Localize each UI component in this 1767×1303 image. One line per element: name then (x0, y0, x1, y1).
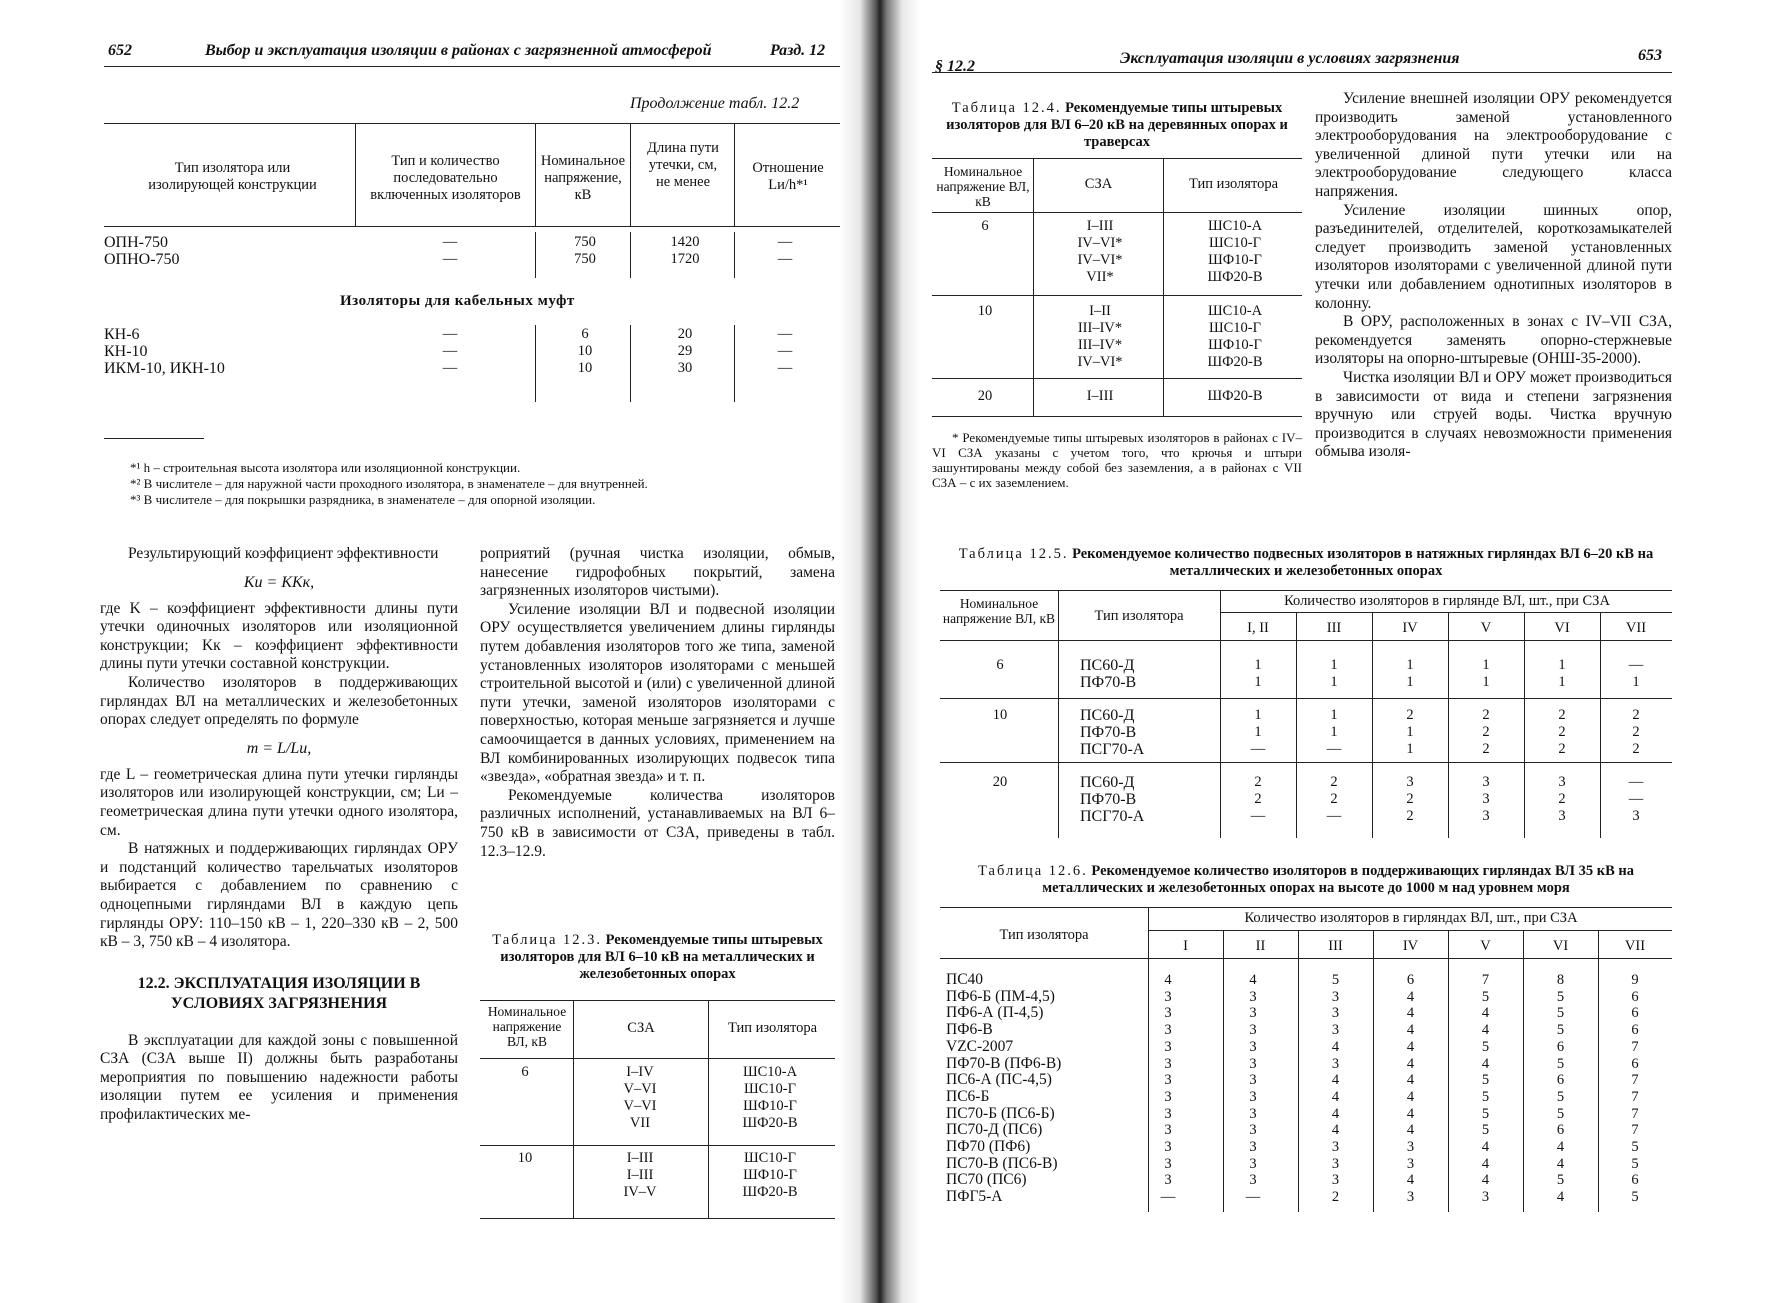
table-cell-values: 1 1 (1558, 657, 1566, 690)
paragraph: Рекомендуемые количества изоляторов различных исполнений, устанавливаемых на ВЛ 6–750 кВ в зависимости от СЗА, приведены в табл. 12.3–12.9. (480, 786, 835, 860)
table-cell-values: 1 1 — (1250, 707, 1266, 757)
table-cell-type: ШФ20-В (1207, 388, 1263, 404)
row-rule (940, 762, 1672, 763)
paragraph: В эксплуатации для каждой зоны с повышенной СЗА (СЗА выше II) должны быть разработаны мероприятия по повышению надежности работы изоляции путем ее усиления и применения профилактических ме- (100, 1031, 458, 1124)
paragraph: В натяжных и поддерживающих гирляндах ОРУ и подстанций количество тарельчатых изоляторов выбирается с добавлением по сравнению с одноцепными гирляндами ВЛ в каждую цепь гирлянды ОРУ: 110–150 кВ – 1, 220–330 кВ – 2, 500 кВ – 3, 750 кВ – 4 изолятора. (100, 840, 458, 951)
table-row-names: ОПН-750 ОПНО-750 (104, 234, 180, 268)
footnote: *¹ h – строительная высота изолятора или изоляционной конструкции. (130, 460, 521, 475)
table-cell-values: — 1 (1628, 657, 1644, 690)
table-cell-type: ШС10-Г ШФ10-Г ШФ20-В (742, 1150, 798, 1200)
table-12-4-caption (932, 100, 1302, 151)
table-cell-values: 1 1 (1330, 657, 1338, 690)
table-cell-sza: I–II III–IV* III–IV* IV–VI* (1077, 303, 1123, 370)
col-divider (734, 123, 735, 226)
row-rule (940, 698, 1672, 699)
th-count-span: Количество изоляторов в гирлянде ВЛ, шт., при СЗА (1284, 593, 1610, 609)
table-head-rule (932, 212, 1302, 213)
table-12-6-caption (940, 863, 1672, 897)
table-continuation-label: Продолжение табл. 12.2 (630, 95, 800, 112)
table-cell-values: — — 3 (1628, 774, 1644, 824)
section-heading: 12.2. ЭКСПЛУАТАЦИЯ ИЗОЛЯЦИИ В УСЛОВИЯХ ЗАГРЯЗНЕНИЯ (137, 974, 421, 1012)
col-divider (630, 123, 631, 226)
paragraph: Усиление изоляции шинных опор, разъединителей, отделителей, короткозамыкателей следует производить заменой установленных изоляторов изоляторами с увеличенной длиной пути утечки или добавлением однотипных изоляторов в колонну. (1315, 201, 1672, 312)
section-label: § 12.2 (935, 58, 975, 75)
col-divider (1058, 590, 1059, 838)
col-divider (535, 123, 536, 226)
table-col-values: 5 3 3 3 4 3 4 4 4 4 3 3 3 2 (1331, 972, 1340, 1206)
table-cell-values: 2 2 2 (1482, 707, 1490, 757)
table-cell-types: ПС60-Д ПФ70-В ПСГ70-А (1080, 774, 1145, 825)
footnote-rule (104, 438, 204, 439)
table-col-names: ПС40 ПФ6-Б (ПМ-4,5) ПФ6-А (П-4,5) ПФ6-В VZC-2007 ПФ70-В (ПФ6-В) ПС6-А (ПС-4,5) ПС6-Б ПС70-Б (ПС6-Б) ПС70-Д (ПС6) ПФ70 (ПФ6) ПС70-В (ПС6-В) ПС70 (ПС6) ПФГ5-А (946, 971, 1062, 1206)
table-row-names: КН-6 КН-10 ИКМ-10, ИКН-10 (104, 326, 225, 377)
table-cell-values: 2 2 2 (1632, 707, 1640, 757)
table-top-rule (932, 158, 1302, 159)
table-row-voltage: 750 750 (574, 234, 596, 267)
th-sza-col: I, II (1247, 620, 1269, 636)
footnote: *² В числителе – для наружной части проходного изолятора, в знаменателе – для внутренней. (130, 476, 648, 491)
header-rule (104, 66, 840, 67)
table-top-rule (940, 907, 1672, 908)
table-subheading: Изоляторы для кабельных муфт (340, 293, 575, 309)
th-sza-col: I (1183, 938, 1188, 954)
table-row-types: — — (442, 234, 458, 267)
table-cell-sza: I–III I–III IV–V (623, 1150, 657, 1200)
th-insulator-type: Тип изолятора (999, 927, 1089, 943)
table-cell-values: 1 1 (1254, 657, 1262, 690)
text-column-right (1315, 90, 1672, 462)
th-insulator-type: Тип изолятора (727, 1020, 818, 1036)
th-sza-col: VII (1625, 620, 1647, 636)
th-sza-col: IV (1402, 620, 1418, 636)
table-cell-values: 2 2 — (1250, 774, 1266, 824)
page-number: 652 (108, 42, 132, 59)
th-leak-length: Длина пути утечки, см, не менее (647, 140, 719, 190)
table-cell-values: 3 2 3 (1558, 774, 1566, 824)
table-cell-voltage: 6 (996, 657, 1004, 673)
table-head-rule (480, 1058, 835, 1059)
col-divider (1163, 158, 1164, 416)
th-sza-col: V (1480, 620, 1492, 636)
paragraph: где K – коэффициент эффективности длины пути утечки одиночных изоляторов или изоляционной конструкции; Kк – коэффициент эффективности длины пути утечки составной конструкции. (100, 599, 458, 673)
table-cell-sza: I–III (1086, 388, 1114, 404)
th-ratio: Отношение Lи/h*¹ (752, 160, 824, 193)
th-nominal-voltage: Номинальное напряжение ВЛ, кВ (487, 1004, 567, 1049)
table-cell-voltage: 20 (992, 774, 1008, 790)
subheader-rule (1220, 612, 1672, 613)
running-title: Эксплуатация изоляции в условиях загрязнения (1120, 50, 1460, 67)
table-bottom-rule (932, 416, 1302, 417)
table-cell-voltage: 20 (977, 388, 993, 404)
table-cell-values: 1 1 (1482, 657, 1490, 690)
table-cell-values: 1 1 (1406, 657, 1414, 690)
table-cell-types: ПС60-Д ПФ70-В (1080, 657, 1137, 691)
col-divider (630, 325, 631, 402)
table-cell-type: ШС10-А ШС10-Г ШФ10-Г ШФ20-В (1207, 303, 1263, 370)
th-insulator-type: Тип изолятора (1188, 176, 1279, 192)
table-12-3-caption (480, 932, 835, 983)
th-sza-col: VII (1624, 938, 1646, 954)
table-col-values: 8 5 5 5 6 5 6 5 5 6 4 4 5 4 (1556, 972, 1565, 1206)
col-divider (573, 1000, 574, 1218)
table-col-values: 4 3 3 3 3 3 3 3 3 3 3 3 3 — (1245, 972, 1261, 1206)
table-title: Рекомендуемое количество подвесных изоляторов в натяжных гирляндах ВЛ 6–20 кВ на металлических и железобетонных опорах (1072, 546, 1654, 579)
footnote: *³ В числителе – для покрышки разрядника, в знаменателе – для опорной изоляции. (130, 492, 596, 507)
th-sza-col: IV (1402, 938, 1419, 954)
table-cell-type: ШС10-А ШС10-Г ШФ10-Г ШФ20-В (1207, 218, 1263, 285)
table-row-types: — — — (442, 326, 458, 376)
table-head-rule (104, 226, 840, 227)
th-sza-col: II (1255, 938, 1266, 954)
paragraph: Усиление изоляции ВЛ и подвесной изоляции ОРУ осуществляется увеличением длины гирлянды путем добавления изоляторов того же типа, заменой установленных изоляторов изоляторами с меньшей строительной высотой и (или) с увеличенной длиной пути утечки, заменой изоляторов изоляторами с поверхностью, которая меньше загрязняется и лучше самоочищается в данных условиях, применением на ВЛ комбинированных изолирующих подвесок типа «звезда», «обратная звезда» и т. п. (480, 600, 835, 786)
table-cell-voltage: 6 (981, 218, 989, 234)
th-sza-col: III (1328, 938, 1343, 954)
page-number: 653 (1638, 47, 1662, 64)
header-rule (932, 72, 1672, 73)
table-12-5-caption (940, 546, 1672, 580)
section-label: Разд. 12 (770, 42, 826, 59)
col-divider (535, 325, 536, 402)
table-cell-voltage: 10 (517, 1150, 533, 1166)
table-top-rule (480, 1000, 835, 1001)
table-row-voltage: 6 10 10 (577, 326, 593, 376)
table-row-length: 1420 1720 (670, 234, 700, 267)
row-rule (932, 378, 1302, 379)
table-cell-voltage: 10 (977, 303, 993, 319)
col-divider (535, 232, 536, 278)
table-label: Таблица 12.4. (951, 100, 1062, 116)
table-bottom-rule (480, 1218, 835, 1219)
paragraph: В ОРУ, расположенных в зонах с IV–VII СЗА, рекомендуется заменять опорно-стержневые изоляторы на опорно-штыревые (ОНШ-35-2000). (1315, 313, 1672, 368)
paragraph: Усиление внешней изоляции ОРУ рекомендуется производить заменой установленного электрооборудования на электрооборудование с увеличенной длиной пути утечки или на электрооборудование следующего класса напряжения. (1315, 90, 1672, 200)
table-head-rule (940, 640, 1672, 641)
paragraph: роприятий (ручная чистка изоляции, обмыв, нанесение гидрофобных покрытий, замена загрязненных изоляторов чистыми). (480, 545, 835, 600)
subheader-rule (1148, 930, 1672, 931)
th-sza: СЗА (627, 1020, 655, 1036)
table-row-length: 20 29 30 (677, 326, 693, 376)
table-col-values: 4 3 3 3 3 3 3 3 3 3 3 3 3 — (1160, 972, 1176, 1206)
table-note: * Рекомендуемые типы штыревых изоляторов в районах с IV–VI СЗА указаны с учетом того, что крючья и штыри зашунтированы между собой без заземления, а в районах с VII СЗА – с их заземлением. (932, 430, 1302, 490)
table-cell-sza: I–IV V–VI V–VI VII (623, 1064, 657, 1131)
th-sza-col: V (1480, 938, 1491, 954)
th-sza-col: III (1326, 620, 1342, 636)
paragraph: Результирующий коэффициент эффективности (128, 545, 439, 562)
table-cell-voltage: 10 (992, 707, 1008, 723)
table-title: Рекомендуемое количество изоляторов в поддерживающих гирляндах ВЛ 35 кВ на металлических и железобетонных опорах на высоте до 1000 м над уровнем моря (1042, 863, 1634, 896)
table-label: Таблица 12.3. (492, 932, 603, 948)
table-cell-values: 3 2 2 (1406, 774, 1414, 824)
table-cell-values: 1 1 — (1326, 707, 1342, 757)
th-sza-col: VI (1554, 620, 1570, 636)
formula: Kи = KKк, (243, 573, 315, 591)
table-col-values: 9 6 6 6 7 6 7 7 7 7 5 5 6 5 (1631, 972, 1639, 1206)
paragraph: Чистка изоляции ВЛ и ОРУ может производиться в зависимости от вида и степени загрязнения вручную или струей воды. Чистка вручную производится в случаях невозможности применения обмыва изоля- (1315, 368, 1672, 461)
col-divider (734, 325, 735, 402)
table-top-rule (104, 123, 840, 124)
table-cell-values: 2 2 2 (1558, 707, 1566, 757)
th-insulator-type: Тип изолятора (1094, 608, 1184, 624)
text-column-2 (480, 545, 835, 861)
col-divider (734, 232, 735, 278)
th-nominal-voltage: Номинальное напряжение ВЛ, кВ (936, 164, 1030, 209)
text-column-1 (100, 545, 458, 1125)
running-title: Выбор и эксплуатация изоляции в районах с загрязненной атмосферой (205, 42, 712, 59)
formula: m = L/Lи, (246, 739, 312, 757)
col-divider (355, 123, 356, 226)
paragraph: где L – геометрическая длина пути утечки гирлянды изоляторов или изолирующей конструкции, см; Lи – геометрическая длина пути утечки одного изолятора, см. (100, 765, 458, 839)
table-col-values: 7 5 4 4 5 4 5 5 5 5 4 4 4 3 (1481, 972, 1490, 1206)
table-cell-values: 2 1 1 (1406, 707, 1414, 757)
th-count-span: Количество изоляторов в гирляндах ВЛ, шт., при СЗА (1244, 910, 1578, 926)
table-cell-type: ШС10-А ШС10-Г ШФ10-Г ШФ20-В (742, 1064, 798, 1131)
paragraph: Количество изоляторов в поддерживающих гирляндах ВЛ на металлических и железобетонных опорах следует определять по формуле (100, 673, 458, 729)
table-head-rule (940, 958, 1672, 959)
table-cell-values: 3 3 3 (1482, 774, 1490, 824)
table-col-values: 6 4 4 4 4 4 4 4 4 4 3 3 4 3 (1406, 972, 1415, 1206)
col-divider (708, 1000, 709, 1218)
table-cell-types: ПС60-Д ПФ70-В ПСГ70-А (1080, 707, 1145, 758)
table-top-rule (940, 590, 1672, 591)
table-label: Таблица 12.6. (978, 863, 1088, 879)
table-title: Рекомендуемые типы штыревых изоляторов для ВЛ 6–10 кВ на металлических и железобетонных опорах (500, 932, 823, 982)
col-divider (1033, 158, 1034, 416)
col-divider (630, 232, 631, 278)
table-row-ratio: — — — (777, 326, 793, 376)
table-cell-values: 2 2 — (1326, 774, 1342, 824)
right-page (900, 0, 1767, 1303)
table-label: Таблица 12.5. (958, 546, 1069, 562)
table-cell-voltage: 6 (521, 1064, 529, 1080)
th-nominal-voltage: Номинальное напряжение, кВ (540, 153, 626, 203)
table-title: Рекомендуемые типы штыревых изоляторов для ВЛ 6–20 кВ на деревянных опорах и траверсах (946, 100, 1288, 150)
table-row-ratio: — — (777, 234, 793, 267)
th-sza: СЗА (1084, 176, 1113, 192)
th-sza-col: VI (1552, 938, 1569, 954)
row-rule (480, 1145, 835, 1146)
th-insulator-type: Тип изолятора или изолирующей конструкции (148, 160, 317, 193)
th-nominal-voltage: Номинальное напряжение ВЛ, кВ (942, 596, 1056, 626)
row-rule (932, 295, 1302, 296)
th-series-count: Тип и количество последовательно включенных изоляторов (370, 153, 521, 203)
table-cell-sza: I–III IV–VI* IV–VI* VII* (1077, 218, 1123, 285)
left-page (0, 0, 870, 1303)
